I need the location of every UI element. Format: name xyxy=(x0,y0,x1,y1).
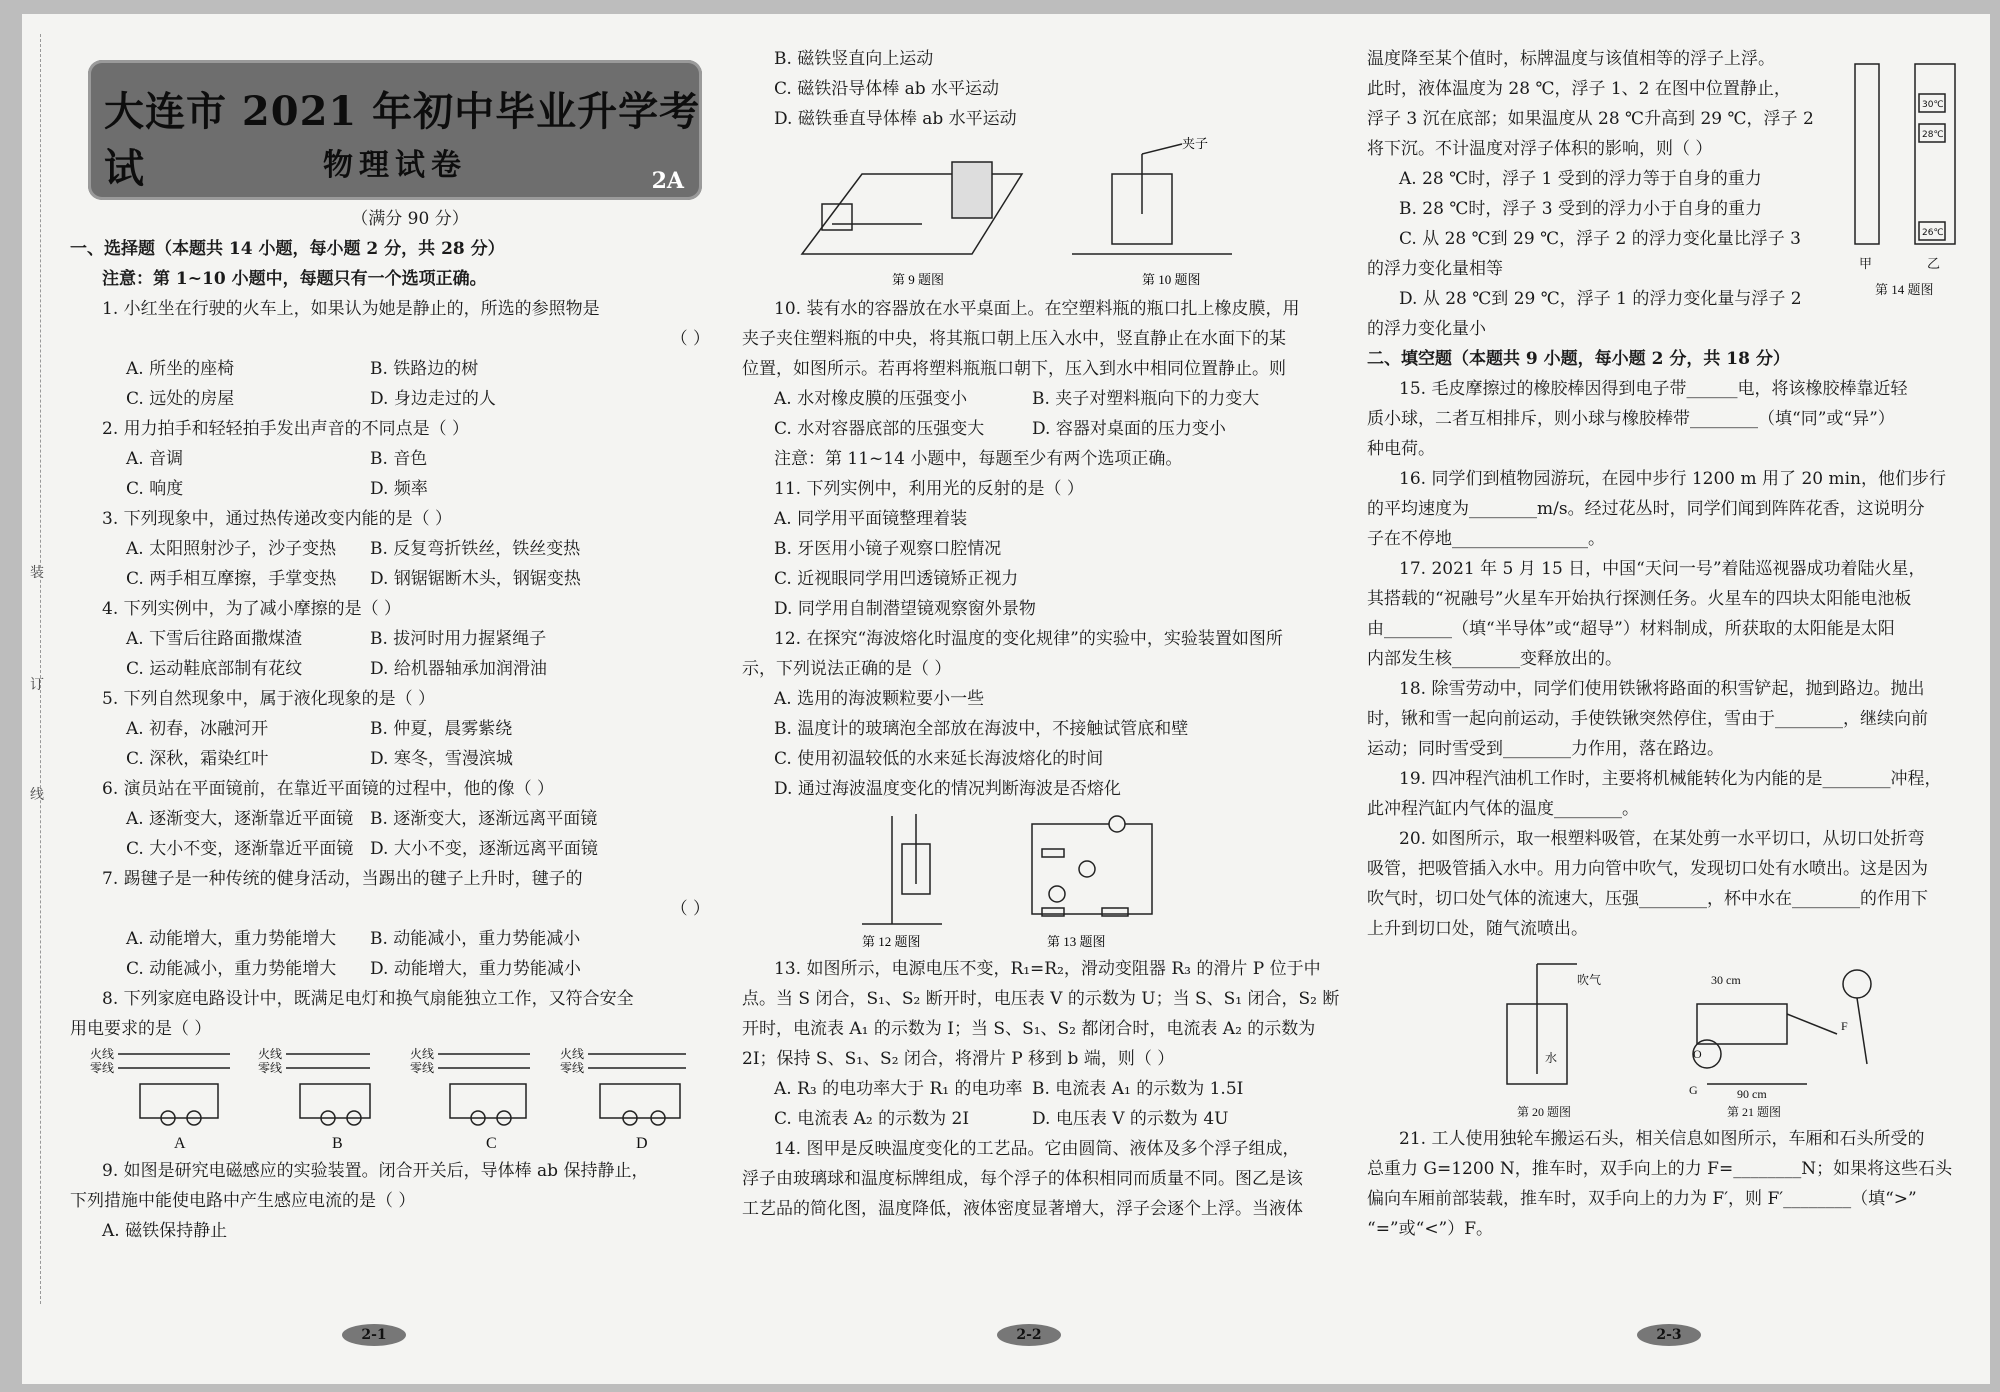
q14-jia-label: 甲 xyxy=(1859,256,1873,271)
q13-fig-caption: 第 13 题图 xyxy=(1047,934,1106,949)
q7-option-a: A. 动能增大，重力势能增大 xyxy=(126,929,337,949)
q18-line-1: 18. 除雪劳动中，同学们使用铁锹将路面的积雪铲起，抛到路边。抛出 xyxy=(1399,679,1925,699)
q10-fig-caption: 第 10 题图 xyxy=(1142,272,1201,287)
q20-line-1: 20. 如图所示，取一根塑料吸管，在某处剪一水平切口，从切口处折弯 xyxy=(1399,829,1925,849)
q4-option-c: C. 运动鞋底部制有花纹 xyxy=(126,659,303,679)
margin-mark-xian: 线 xyxy=(30,787,44,803)
q7-option-b: B. 动能减小，重力势能减小 xyxy=(370,929,581,949)
q4-stem: 4. 下列实例中，为了减小摩擦的是（ ） xyxy=(102,599,402,619)
q21-force-label: F xyxy=(1841,1019,1848,1033)
q1-option-d: D. 身边走过的人 xyxy=(370,389,496,409)
q10-stem-3: 位置，如图所示。若再将塑料瓶瓶口朝下，压入到水中相同位置静止。则 xyxy=(742,359,1286,379)
q18-line-2: 时，锹和雪一起向前运动，手使铁锹突然停住，雪由于________，继续向前 xyxy=(1367,709,1928,729)
q14-label-28c: 28℃ xyxy=(1922,130,1944,140)
q14-cont-1: 温度降至某个值时，标牌温度与该值相等的浮子上浮。 xyxy=(1367,49,1775,69)
q1-option-c: C. 远处的房屋 xyxy=(126,389,235,409)
q13-option-a: A. R₃ 的电功率大于 R₁ 的电功率 xyxy=(774,1079,1023,1099)
page-number-1: 2-1 xyxy=(342,1324,406,1346)
q12-stem-1: 12. 在探究“海波熔化时温度的变化规律”的实验中，实验装置如图所 xyxy=(774,629,1283,649)
q1-stem: 1. 小红坐在行驶的火车上，如果认为她是静止的，所选的参照物是 xyxy=(102,299,600,319)
q8-label-b: B xyxy=(332,1135,343,1152)
exam-title: 大连市 2021 年初中毕业升学考试 xyxy=(104,88,701,192)
section2-title: 二、填空题（本题共 9 小题，每小题 2 分，共 18 分） xyxy=(1367,349,1790,369)
q2-stem: 2. 用力拍手和轻轻拍手发出声音的不同点是（ ） xyxy=(102,419,470,439)
q11-option-b: B. 牙医用小镜子观察口腔情况 xyxy=(774,539,1002,559)
q12-option-b: B. 温度计的玻璃泡全部放在海波中，不接触试管底和壁 xyxy=(774,719,1189,739)
q10-option-a: A. 水对橡皮膜的压强变小 xyxy=(774,389,968,409)
q8-neutral-label-b: 零线 xyxy=(258,1061,283,1075)
section1-title: 一、选择题（本题共 14 小题，每小题 2 分，共 28 分） xyxy=(70,239,505,259)
q8-live-label-d: 火线 xyxy=(560,1047,585,1061)
q20-line-2: 吸管，把吸管插入水中。用力向管中吹气，发现切口处有水喷出。这是因为 xyxy=(1367,859,1928,879)
q6-stem: 6. 演员站在平面镜前，在靠近平面镜的过程中，他的像（ ） xyxy=(102,779,555,799)
q12-option-d: D. 通过海波温度变化的情况判断海波是否熔化 xyxy=(774,779,1121,799)
q8-label-a: A xyxy=(174,1135,186,1152)
q21-line-1: 21. 工人使用独轮车搬运石头，相关信息如图所示，车厢和石头所受的 xyxy=(1399,1129,1925,1149)
q7-option-c: C. 动能减小，重力势能增大 xyxy=(126,959,337,979)
q14-yi-label: 乙 xyxy=(1927,256,1941,271)
q2-option-d: D. 频率 xyxy=(370,479,428,499)
q18-line-3: 运动；同时雪受到________力作用，落在路边。 xyxy=(1367,739,1724,759)
q12-option-a: A. 选用的海波颗粒要小一些 xyxy=(774,689,985,709)
q3-stem: 3. 下列现象中，通过热传递改变内能的是（ ） xyxy=(102,509,453,529)
column-3 xyxy=(1367,44,1997,1244)
q21-line-3: 偏向车厢前部装载，推车时，双手向上的力为 F′，则 F′________（填“>” xyxy=(1367,1189,1917,1209)
q9-option-c: C. 磁铁沿导体棒 ab 水平运动 xyxy=(774,79,1000,99)
page-number-2: 2-2 xyxy=(997,1324,1061,1346)
q16-line-2: 的平均速度为________m/s。经过花丛时，同学们闻到阵阵花香，这说明分 xyxy=(1367,499,1925,519)
q13-option-d: D. 电压表 V 的示数为 4U xyxy=(1032,1109,1229,1129)
column-2 xyxy=(742,44,1372,1224)
q6-option-b: B. 逐渐变大，逐渐远离平面镜 xyxy=(370,809,598,829)
q14-label-26c: 26℃ xyxy=(1922,228,1944,238)
column-1 xyxy=(70,204,710,1246)
q1-option-b: B. 铁路边的树 xyxy=(370,359,479,379)
q8-live-label-a: 火线 xyxy=(90,1047,115,1061)
q7-option-d: D. 动能增大，重力势能减小 xyxy=(370,959,581,979)
q6-option-c: C. 大小不变，逐渐靠近平面镜 xyxy=(126,839,354,859)
q9-stem-2: 下列措施中能使电路中产生感应电流的是（ ） xyxy=(70,1191,416,1211)
q21-line-4: “=”或“<”）F。 xyxy=(1367,1219,1494,1239)
q2-option-c: C. 响度 xyxy=(126,479,184,499)
q10-option-d: D. 容器对桌面的压力变小 xyxy=(1032,419,1226,439)
q3-option-a: A. 太阳照射沙子，沙子变热 xyxy=(126,539,337,559)
q14-option-a: A. 28 ℃时，浮子 1 受到的浮力等于自身的重力 xyxy=(1399,169,1762,189)
q17-line-4: 内部发生核________变释放出的。 xyxy=(1367,649,1622,669)
q13-option-c: C. 电流表 A₂ 的示数为 2I xyxy=(774,1109,970,1129)
q20-fig-caption: 第 20 题图 xyxy=(1517,1105,1572,1119)
q14-fig-caption: 第 14 题图 xyxy=(1875,282,1934,297)
q2-option-b: B. 音色 xyxy=(370,449,428,469)
q9-fig-caption: 第 9 题图 xyxy=(892,272,945,287)
q17-line-3: 由________（填“半导体”或“超导”）材料制成，所获取的太阳能是太阳 xyxy=(1367,619,1895,639)
exam-sheet xyxy=(22,14,1990,1384)
q12-stem-2: 示，下列说法正确的是（ ） xyxy=(742,659,952,679)
q12-fig-caption: 第 12 题图 xyxy=(862,934,921,949)
q10-option-c: C. 水对容器底部的压强变大 xyxy=(774,419,985,439)
q13-stem-2: 点。当 S 闭合，S₁、S₂ 断开时，电压表 V 的示数为 U；当 S、S₁ 闭合，S₂ 断 xyxy=(742,989,1340,1009)
q16-line-1: 16. 同学们到植物园游玩，在园中步行 1200 m 用了 20 min，他们步行 xyxy=(1399,469,1946,489)
q8-live-label-c: 火线 xyxy=(410,1047,435,1061)
margin-mark-zhuang: 装 xyxy=(30,565,44,581)
q12-q13-figures xyxy=(742,804,1372,954)
q17-line-2: 其搭载的“祝融号”火星车开始执行探测任务。火星车的四块太阳能电池板 xyxy=(1367,589,1912,609)
q19-line-2: 此冲程汽缸内气体的温度________。 xyxy=(1367,799,1639,819)
q4-option-a: A. 下雪后往路面撒煤渣 xyxy=(126,629,303,649)
q10-stem-2: 夹子夹住塑料瓶的中央，将其瓶口朝上压入水中，竖直静止在水面下的某 xyxy=(742,329,1286,349)
q20-water-label: 水 xyxy=(1545,1051,1558,1065)
q21-fig-caption: 第 21 题图 xyxy=(1727,1105,1782,1119)
q20-line-4: 上升到切口处，随气流喷出。 xyxy=(1367,919,1588,939)
q2-option-a: A. 音调 xyxy=(126,449,184,469)
q10-option-b: B. 夹子对塑料瓶向下的力变大 xyxy=(1032,389,1260,409)
q14-stem-3: 工艺品的简化图，温度降低，液体密度显著增大，浮子会逐个上浮。当液体 xyxy=(742,1199,1303,1219)
q8-neutral-label-d: 零线 xyxy=(560,1061,585,1075)
q8-label-c: C xyxy=(486,1135,497,1152)
q9-stem-1: 9. 如图是研究电磁感应的实验装置。闭合开关后，导体棒 ab 保持静止， xyxy=(102,1161,649,1181)
full-score: （满分 90 分） xyxy=(351,209,469,229)
q20-blow-label: 吹气 xyxy=(1577,973,1602,987)
q14-stem-2: 浮子由玻璃球和温度标牌组成，每个浮子的体积相同而质量不同。图乙是该 xyxy=(742,1169,1303,1189)
q13-option-b: B. 电流表 A₁ 的示数为 1.5I xyxy=(1032,1079,1244,1099)
q14-option-b: B. 28 ℃时，浮子 3 受到的浮力小于自身的重力 xyxy=(1399,199,1762,219)
q9-q10-figures xyxy=(742,134,1372,294)
q14-option-d-1: D. 从 28 ℃到 29 ℃，浮子 1 的浮力变化量与浮子 2 xyxy=(1399,289,1802,309)
q10-stem-1: 10. 装有水的容器放在水平桌面上。在空塑料瓶的瓶口扎上橡皮膜，用 xyxy=(774,299,1300,319)
q10-clip-label: 夹子 xyxy=(1182,136,1209,151)
q14-figure xyxy=(1835,54,1985,314)
q21-line-2: 总重力 G=1200 N，推车时，双手向上的力 F=________N；如果将这些石头 xyxy=(1367,1159,1953,1179)
q3-option-d: D. 钢锯锯断木头，钢锯变热 xyxy=(370,569,581,589)
q9-option-d: D. 磁铁垂直导体棒 ab 水平运动 xyxy=(774,109,1017,129)
q7-stem: 7. 踢毽子是一种传统的健身活动，当踢出的毽子上升时，毽子的 xyxy=(102,869,583,889)
q1-paren: （ ） xyxy=(670,329,710,349)
q5-option-d: D. 寒冬，雪漫滨城 xyxy=(370,749,513,769)
binding-line xyxy=(40,34,41,1304)
q21-dim-30: 30 cm xyxy=(1711,973,1741,987)
q8-stem-1: 8. 下列家庭电路设计中，既满足电灯和换气扇能独立工作，又符合安全 xyxy=(102,989,634,1009)
q16-line-3: 子在不停地________________。 xyxy=(1367,529,1605,549)
q3-option-b: B. 反复弯折铁丝，铁丝变热 xyxy=(370,539,581,559)
q4-option-b: B. 拔河时用力握紧绳子 xyxy=(370,629,547,649)
q14-option-c-2: 的浮力变化量相等 xyxy=(1367,259,1503,279)
title-banner xyxy=(88,60,702,200)
q15-line-2: 质小球，二者互相排斥，则小球与橡胶棒带________（填“同”或“异”） xyxy=(1367,409,1895,429)
q14-cont-4: 将下沉。不计温度对浮子体积的影响，则（ ） xyxy=(1367,139,1713,159)
q7-paren: （ ） xyxy=(670,899,710,919)
q14-stem-1: 14. 图甲是反映温度变化的工艺品。它由圆筒、液体及多个浮子组成， xyxy=(774,1139,1300,1159)
q5-option-c: C. 深秋，霜染红叶 xyxy=(126,749,269,769)
q1-option-a: A. 所坐的座椅 xyxy=(126,359,235,379)
exam-subtitle: 物理试卷 xyxy=(323,148,467,183)
q8-neutral-label-a: 零线 xyxy=(90,1061,115,1075)
section1-note: 注意：第 1~10 小题中，每题只有一个选项正确。 xyxy=(102,269,487,289)
q5-stem: 5. 下列自然现象中，属于液化现象的是（ ） xyxy=(102,689,436,709)
q14-cont-3: 浮子 3 沉在底部；如果温度从 28 ℃升高到 29 ℃，浮子 2 xyxy=(1367,109,1814,129)
q11-option-a: A. 同学用平面镜整理着装 xyxy=(774,509,968,529)
q13-stem-3: 开时，电流表 A₁ 的示数为 I；当 S、S₁、S₂ 都闭合时，电流表 A₂ 的示数为 xyxy=(742,1019,1316,1039)
q8-circuits xyxy=(70,1044,710,1156)
q8-live-label-b: 火线 xyxy=(258,1047,283,1061)
section1-note-2: 注意：第 11~14 小题中，每题至少有两个选项正确。 xyxy=(774,449,1183,469)
paper-badge: 2A xyxy=(651,168,684,194)
q21-dim-90: 90 cm xyxy=(1737,1087,1767,1101)
q3-option-c: C. 两手相互摩擦，手掌变热 xyxy=(126,569,337,589)
page-number-3: 2-3 xyxy=(1637,1324,1701,1346)
q14-option-d-2: 的浮力变化量小 xyxy=(1367,319,1486,339)
q17-line-1: 17. 2021 年 5 月 15 日，中国“天问一号”着陆巡视器成功着陆火星， xyxy=(1399,559,1926,579)
margin-mark-ding: 订 xyxy=(30,677,44,693)
q8-label-d: D xyxy=(636,1135,648,1152)
q11-option-c: C. 近视眼同学用凹透镜矫正视力 xyxy=(774,569,1019,589)
q5-option-b: B. 仲夏，晨雾紫绕 xyxy=(370,719,513,739)
q9-option-b: B. 磁铁竖直向上运动 xyxy=(774,49,934,69)
q6-option-d: D. 大小不变，逐渐远离平面镜 xyxy=(370,839,598,859)
q5-option-a: A. 初春，冰融河开 xyxy=(126,719,269,739)
q4-option-d: D. 给机器轴承加润滑油 xyxy=(370,659,547,679)
q14-cont-2: 此时，液体温度为 28 ℃，浮子 1、2 在图中位置静止， xyxy=(1367,79,1791,99)
q15-line-1: 15. 毛皮摩擦过的橡胶棒因得到电子带______电，将该橡胶棒靠近轻 xyxy=(1399,379,1908,399)
q21-pivot-label: O xyxy=(1693,1047,1702,1061)
q20-line-3: 吹气时，切口处气体的流速大，压强________，杯中水在________的作用下 xyxy=(1367,889,1928,909)
q14-label-30c: 30℃ xyxy=(1922,100,1944,110)
q11-option-d: D. 同学用自制潜望镜观察窗外景物 xyxy=(774,599,1036,619)
q19-line-1: 19. 四冲程汽油机工作时，主要将机械能转化为内能的是________冲程， xyxy=(1399,769,1942,789)
q9-option-a: A. 磁铁保持静止 xyxy=(102,1221,228,1241)
q15-line-3: 种电荷。 xyxy=(1367,439,1435,459)
q11-stem: 11. 下列实例中，利用光的反射的是（ ） xyxy=(774,479,1084,499)
q14-option-c-1: C. 从 28 ℃到 29 ℃，浮子 2 的浮力变化量比浮子 3 xyxy=(1399,229,1801,249)
q6-option-a: A. 逐渐变大，逐渐靠近平面镜 xyxy=(126,809,354,829)
q21-gravity-label: G xyxy=(1689,1083,1698,1097)
q8-neutral-label-c: 零线 xyxy=(410,1061,435,1075)
q8-stem-2: 用电要求的是（ ） xyxy=(70,1019,212,1039)
q13-stem-1: 13. 如图所示，电源电压不变，R₁=R₂，滑动变阻器 R₃ 的滑片 P 位于中 xyxy=(774,959,1321,979)
q20-q21-figures xyxy=(1367,944,1997,1124)
q13-stem-4: 2I；保持 S、S₁、S₂ 闭合，将滑片 P 移到 b 端，则（ ） xyxy=(742,1049,1175,1069)
q12-option-c: C. 使用初温较低的水来延长海波熔化的时间 xyxy=(774,749,1104,769)
